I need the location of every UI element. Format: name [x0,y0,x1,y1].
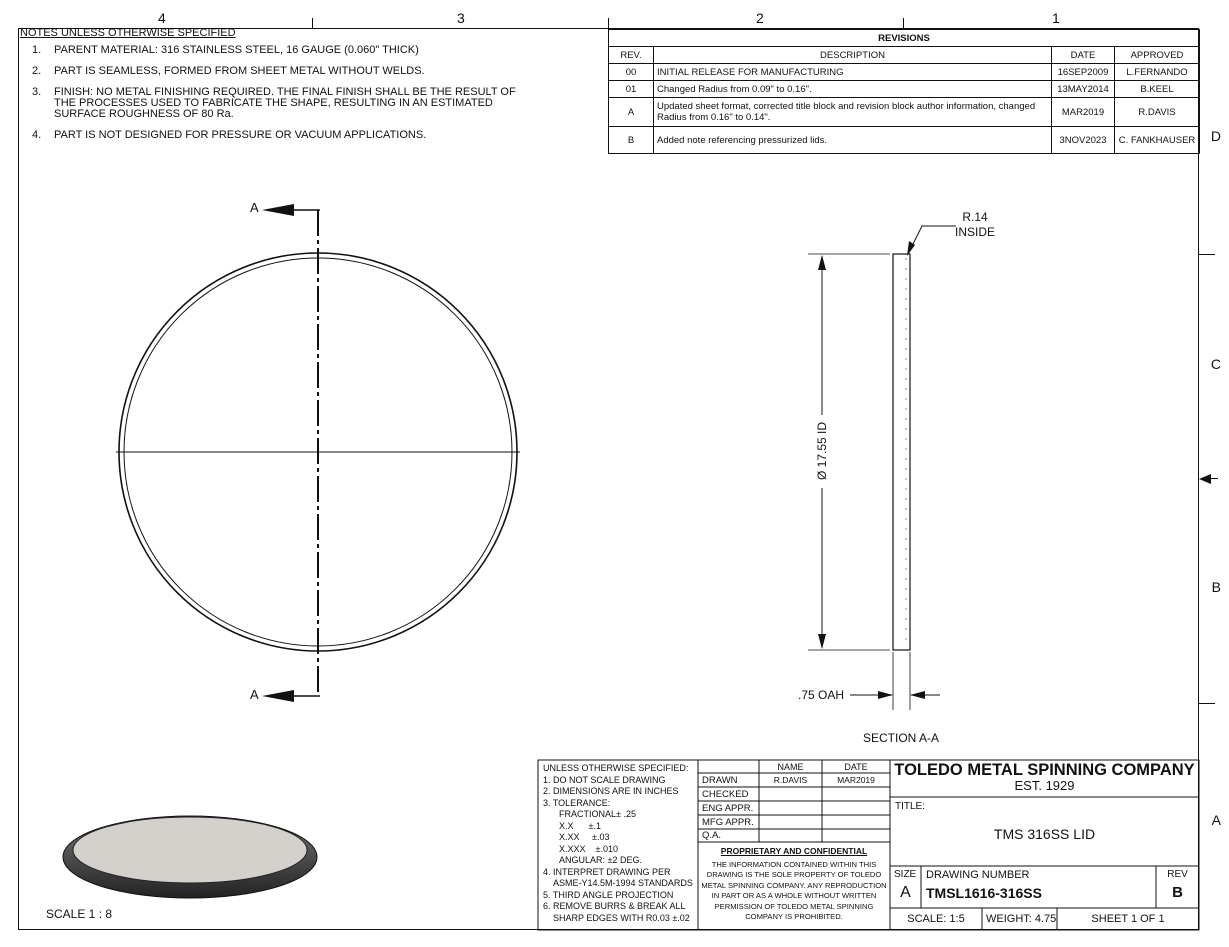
zone-row-d: D [1210,128,1221,144]
note-number: 2. [32,65,42,77]
tolerance-line: ANGULAR: ±2 DEG. [559,855,642,865]
tolerance-line: 6. REMOVE BURRS & BREAK ALL [543,901,686,911]
note-number: 4. [32,129,42,141]
title-label: TITLE: [895,801,926,812]
rev-date: 13MAY2014 [1052,81,1115,98]
rev-approved: C. FANKHAUSER [1115,127,1200,154]
revision-header: DATE [1052,47,1115,64]
rev-cell: B [609,127,654,154]
section-marker-bottom: A [250,687,259,702]
tolerance-line: X.XXX ±.010 [559,843,618,854]
rev-date: 16SEP2009 [1052,64,1115,81]
radius-value: R.14 [962,210,988,224]
signoff-date-header: DATE [844,762,868,772]
revision-row [609,64,1200,81]
zone-tick [1199,703,1215,704]
centering-arrow-icon [1199,474,1211,484]
rev-cell: 01 [609,81,654,98]
revision-header: REV. [609,47,654,64]
signoff-name: R.DAVIS [773,775,808,785]
sheet-count: SHEET 1 OF 1 [1091,913,1165,925]
tolerance-line: 2. DIMENSIONS ARE IN INCHES [543,786,679,796]
revision-row [609,81,1200,98]
tolerance-line: X.XX ±.03 [559,832,610,842]
signoff-label: ENG APPR. [702,803,754,814]
rev-description: Updated sheet format, corrected title block and revision block author information, changed Radius from 0.16" to 0.14". [654,98,1052,127]
rev-label: REV [1167,869,1188,880]
tolerance-line: 3. TOLERANCE: [543,797,611,808]
note-item [20,130,520,141]
zone-col-4: 4 [158,10,166,26]
signoff-label: CHECKED [702,789,749,800]
rev-description: Added note referencing pressurized lids. [654,127,1052,154]
drawing-title: TMS 316SS LID [993,826,1096,842]
tolerance-line: X.X ±.1 [559,820,601,831]
note-number: 3. [32,86,42,98]
rev-approved: B.KEEL [1115,81,1200,98]
tolerance-line: SHARP EDGES WITH R0.03 ±.02 [553,912,690,923]
zone-tick [903,18,904,28]
radius-note: INSIDE [954,225,995,239]
zone-tick [608,18,609,28]
zone-tick [1199,254,1215,255]
section-marker-top: A [250,200,259,215]
note-number: 1. [32,44,42,56]
signoff-date: MAR2019 [837,775,875,785]
rev-approved: R.DAVIS [1115,98,1200,127]
oah-dimension: .75 OAH [798,688,845,702]
notes-heading: NOTES UNLESS OTHERWISE SPECIFIED [20,27,236,39]
note-text: FINISH: NO METAL FINISHING REQUIRED. THE FINAL FINISH SHALL BE THE RESULT OF THE PROCESSES USED TO FABRICATE THE SHAPE, RESULTING IN AN ESTIMATED SURFACE ROUGHNESS OF 80 Ra. [54,86,516,120]
size-value: A [900,884,911,901]
zone-tick [1210,478,1218,479]
rev-cell: 00 [609,64,654,81]
general-notes [20,27,520,151]
note-item [20,45,520,56]
company-established: EST. 1929 [1014,778,1075,793]
tolerance-line: 5. THIRD ANGLE PROJECTION [543,889,674,900]
note-text: PARENT MATERIAL: 316 STAINLESS STEEL, 16 GAUGE (0.060" THICK) [54,44,419,56]
signoff-label: DRAWN [702,775,738,786]
note-item [20,87,520,120]
diameter-dimension: Ø 17.55 ID [815,421,829,481]
proprietary-notice [700,846,888,923]
tolerance-line: UNLESS OTHERWISE SPECIFIED: [543,763,689,773]
revision-header: DESCRIPTION [654,47,1052,64]
zone-row-a: A [1211,812,1221,828]
company-name: TOLEDO METAL SPINNING COMPANY [894,761,1195,779]
rev-cell: A [609,98,654,127]
rev-description: INITIAL RELEASE FOR MANUFACTURING [654,64,1052,81]
size-label: SIZE [894,869,917,880]
rev-date: 3NOV2023 [1052,127,1115,154]
drawing-number: TMSL1616-316SS [926,885,1042,901]
zone-col-2: 2 [756,10,764,26]
tolerance-block [543,763,697,924]
zone-col-1: 1 [1052,10,1060,26]
zone-col-3: 3 [457,10,465,26]
tolerance-line: ASME-Y14.5M-1994 STANDARDS [553,878,693,888]
drawing-weight: WEIGHT: 4.75 [986,913,1057,925]
iso-scale-label: SCALE 1 : 8 [46,907,113,921]
drawing-number-label: DRAWING NUMBER [926,869,1030,881]
rev-approved: L.FERNANDO [1115,64,1200,81]
section-view-label: SECTION A-A [863,731,940,745]
proprietary-heading: PROPRIETARY AND CONFIDENTIAL [720,846,868,856]
signoff-label: Q.A. [702,830,722,841]
zone-row-b: B [1211,579,1221,595]
revision-row [609,127,1200,154]
tolerance-line: FRACTIONAL± .25 [559,809,636,819]
note-item [20,66,520,77]
revision-table [608,29,1200,154]
radius-callout [950,210,1000,240]
zone-row-c: C [1210,356,1221,372]
revision-row [609,98,1200,127]
rev-description: Changed Radius from 0.09" to 0.16". [654,81,1052,98]
tolerance-line: 1. DO NOT SCALE DRAWING [543,774,666,785]
note-text: PART IS SEAMLESS, FORMED FROM SHEET METAL WITHOUT WELDS. [54,65,425,77]
proprietary-body: THE INFORMATION CONTAINED WITHIN THIS DRAWING IS THE SOLE PROPERTY OF TOLEDO METAL SPINNING COMPANY. ANY REPRODUCTION IN PART OR AS A WHOLE WITHOUT WRITTEN PERMISSION OF TOLEDO METAL SPINNING COMPANY IS PROHIBITED. [701,859,887,921]
rev-date: MAR2019 [1052,98,1115,127]
revision-header: APPROVED [1115,47,1200,64]
drawing-scale: SCALE: 1:5 [907,913,965,925]
tolerance-line: 4. INTERPRET DRAWING PER [543,866,671,877]
signoff-label: MFG APPR. [702,817,754,828]
signoff-name-header: NAME [777,762,804,772]
note-text: PART IS NOT DESIGNED FOR PRESSURE OR VACUUM APPLICATIONS. [54,129,427,141]
revision-title: REVISIONS [609,30,1200,47]
rev-value: B [1172,884,1183,901]
